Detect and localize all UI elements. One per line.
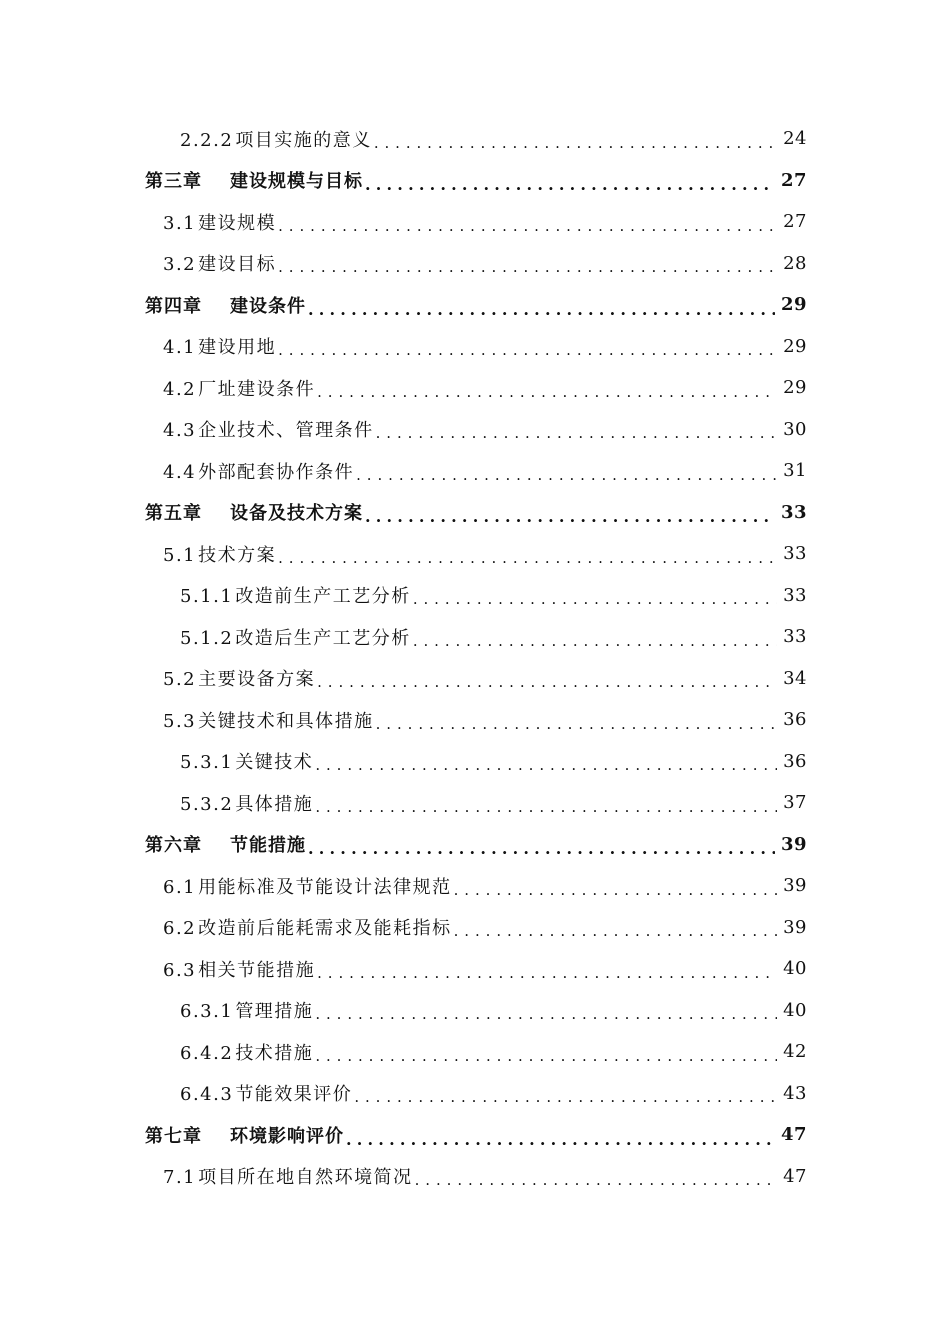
dot-leader [354, 1088, 777, 1108]
dot-leader [308, 300, 775, 320]
dot-leader [454, 881, 777, 901]
toc-page-number: 30 [783, 418, 807, 440]
toc-entry-number: 6.3.1 [180, 1001, 234, 1023]
toc-entry-heading [145, 499, 363, 525]
toc-page-number: 40 [783, 958, 807, 980]
toc-entry[interactable] [145, 741, 807, 783]
toc-page-number: 33 [783, 584, 807, 606]
toc-entry-number: 6.2 [163, 918, 197, 940]
toc-page-number: 27 [780, 169, 807, 191]
toc-entry-title: 相关节能措施 [198, 959, 316, 981]
toc-entry[interactable] [145, 450, 807, 492]
toc-entry[interactable] [145, 575, 807, 617]
toc-entry-title: 建设条件 [230, 295, 306, 317]
toc-page-number: 42 [783, 1041, 807, 1063]
dot-leader [374, 134, 777, 154]
toc-entry[interactable] [145, 326, 807, 368]
toc-entry-number: 5.3.2 [180, 793, 234, 815]
toc-entry-number: 第三章 [145, 171, 202, 193]
dot-leader [415, 1171, 777, 1191]
toc-entry-number: 第四章 [145, 295, 202, 317]
toc-entry-number: 3.1 [163, 212, 197, 234]
toc-page-number: 29 [783, 335, 807, 357]
toc-entry[interactable] [145, 865, 807, 907]
toc-entry[interactable] [145, 658, 807, 700]
toc-entry-title: 技术方案 [198, 544, 277, 566]
toc-entry-title: 项目所在地自然环境简况 [198, 1167, 413, 1189]
toc-entry-heading [163, 665, 315, 691]
toc-page-number: 29 [783, 377, 807, 399]
toc-entry-title: 企业技术、管理条件 [198, 420, 374, 442]
toc-entry-heading [163, 375, 315, 401]
toc-entry-title: 管理措施 [235, 1001, 314, 1023]
toc-page-number: 43 [783, 1082, 807, 1104]
toc-entry-number: 5.3.1 [180, 752, 234, 774]
toc-entry-heading [163, 209, 276, 235]
dot-leader [317, 383, 777, 403]
toc-entry-title: 关键技术 [235, 752, 314, 774]
toc-entry[interactable] [145, 616, 807, 658]
toc-entry[interactable] [145, 1156, 807, 1198]
toc-entry-heading [163, 458, 354, 484]
toc-entry-number: 4.4 [163, 461, 197, 483]
toc-entry-title: 技术措施 [235, 1042, 314, 1064]
toc-entry-title: 主要设备方案 [198, 669, 316, 691]
toc-entry-number: 4.3 [163, 420, 197, 442]
toc-entry-title: 节能效果评价 [235, 1084, 353, 1106]
toc-page-number: 27 [783, 211, 807, 233]
dot-leader [317, 964, 777, 984]
toc-entry-heading [145, 831, 306, 857]
toc-entry-number: 6.1 [163, 876, 197, 898]
toc-page-number: 37 [783, 792, 807, 814]
toc-page-number: 29 [780, 294, 807, 316]
dot-leader [278, 549, 777, 569]
toc-page-number: 34 [783, 667, 807, 689]
toc-entry-heading [180, 624, 411, 650]
toc-entry-heading [163, 707, 374, 733]
toc-entry-heading [180, 126, 372, 152]
toc-entry-heading [180, 1039, 313, 1065]
toc-chapter-entry[interactable] [145, 492, 807, 534]
dot-leader [376, 424, 777, 444]
toc-entry[interactable] [145, 782, 807, 824]
toc-entry-heading [163, 541, 276, 567]
toc-page-number: 36 [783, 709, 807, 731]
toc-entry-number: 5.3 [163, 710, 197, 732]
dot-leader [315, 1005, 777, 1025]
dot-leader [365, 175, 775, 195]
toc-entry[interactable] [145, 533, 807, 575]
toc-page-number: 39 [780, 833, 807, 855]
toc-entry-heading [180, 1080, 352, 1106]
dot-leader [315, 756, 777, 776]
toc-entry-title: 改造前生产工艺分析 [235, 586, 411, 608]
toc-entry-heading [180, 748, 313, 774]
toc-entry-title: 节能措施 [230, 835, 306, 857]
toc-entry[interactable] [145, 1073, 807, 1115]
dot-leader [278, 217, 777, 237]
toc-page-number: 33 [783, 543, 807, 565]
toc-entry-title: 具体措施 [235, 793, 314, 815]
toc-entry-title: 项目实施的意义 [235, 129, 372, 151]
toc-entry-heading [180, 790, 313, 816]
toc-page-number: 36 [783, 750, 807, 772]
toc-entry-number: 6.4.2 [180, 1042, 234, 1064]
dot-leader [376, 715, 777, 735]
toc-entry-heading [163, 416, 374, 442]
toc-entry[interactable] [145, 990, 807, 1032]
toc-entry-heading [180, 582, 411, 608]
dot-leader [308, 839, 775, 859]
toc-entry-title: 改造前后能耗需求及能耗指标 [198, 918, 452, 940]
toc-entry-number: 4.2 [163, 378, 197, 400]
dot-leader [346, 1130, 775, 1150]
toc-entry-title: 建设规模 [198, 212, 277, 234]
toc-page-number: 33 [780, 501, 807, 523]
toc-page-number: 28 [783, 252, 807, 274]
toc-entry-number: 3.2 [163, 254, 197, 276]
toc-page-number: 39 [783, 916, 807, 938]
toc-entry-title: 建设用地 [198, 337, 277, 359]
toc-entry-title: 建设目标 [198, 254, 277, 276]
dot-leader [278, 341, 777, 361]
toc-entry-title: 用能标准及节能设计法律规范 [198, 876, 452, 898]
table-of-contents [145, 118, 807, 1197]
dot-leader [454, 922, 777, 942]
toc-entry-title: 外部配套协作条件 [198, 461, 355, 483]
toc-entry-heading [145, 1122, 344, 1148]
dot-leader [365, 507, 775, 527]
dot-leader [317, 673, 777, 693]
toc-entry-heading [163, 914, 452, 940]
toc-page-number: 40 [783, 999, 807, 1021]
toc-entry-title: 改造后生产工艺分析 [235, 627, 411, 649]
toc-entry-heading [163, 873, 452, 899]
toc-page-number: 31 [783, 460, 807, 482]
toc-entry-heading [163, 250, 276, 276]
toc-entry-heading [163, 333, 276, 359]
toc-page-number: 33 [783, 626, 807, 648]
toc-entry-heading [163, 956, 315, 982]
dot-leader [413, 590, 777, 610]
toc-page-number: 47 [783, 1165, 807, 1187]
toc-entry-number: 第六章 [145, 835, 202, 857]
toc-chapter-entry[interactable] [145, 1114, 807, 1156]
toc-entry-title: 厂址建设条件 [198, 378, 316, 400]
toc-entry[interactable] [145, 907, 807, 949]
toc-entry-heading [163, 1163, 413, 1189]
toc-entry-number: 6.4.3 [180, 1084, 234, 1106]
toc-entry[interactable] [145, 409, 807, 451]
dot-leader [315, 1047, 777, 1067]
toc-entry-number: 5.2 [163, 669, 197, 691]
toc-entry-title: 设备及技术方案 [230, 503, 363, 525]
toc-entry-title: 关键技术和具体措施 [198, 710, 374, 732]
toc-page-number: 24 [783, 128, 807, 150]
toc-entry[interactable] [145, 948, 807, 990]
toc-entry[interactable] [145, 1031, 807, 1073]
toc-entry[interactable] [145, 367, 807, 409]
toc-entry-number: 5.1.2 [180, 627, 234, 649]
toc-entry-number: 第五章 [145, 503, 202, 525]
toc-entry-number: 5.1 [163, 544, 197, 566]
toc-entry-heading [145, 292, 306, 318]
toc-entry-number: 6.3 [163, 959, 197, 981]
toc-entry-number: 4.1 [163, 337, 197, 359]
toc-page-number: 47 [780, 1124, 807, 1146]
dot-leader [413, 632, 777, 652]
toc-chapter-entry[interactable] [145, 824, 807, 866]
toc-entry-heading [180, 997, 313, 1023]
toc-entry-number: 2.2.2 [180, 129, 234, 151]
toc-entry-number: 5.1.1 [180, 586, 234, 608]
toc-chapter-entry[interactable] [145, 160, 807, 202]
toc-entry[interactable] [145, 243, 807, 285]
toc-entry[interactable] [145, 118, 807, 160]
toc-entry-title: 建设规模与目标 [230, 171, 363, 193]
toc-entry[interactable] [145, 699, 807, 741]
toc-chapter-entry[interactable] [145, 284, 807, 326]
toc-page-number: 39 [783, 875, 807, 897]
dot-leader [356, 466, 777, 486]
dot-leader [278, 258, 777, 278]
toc-entry-title: 环境影响评价 [230, 1125, 344, 1147]
toc-entry-number: 第七章 [145, 1125, 202, 1147]
toc-entry-heading [145, 167, 363, 193]
toc-entry[interactable] [145, 201, 807, 243]
dot-leader [315, 798, 777, 818]
toc-entry-number: 7.1 [163, 1167, 197, 1189]
